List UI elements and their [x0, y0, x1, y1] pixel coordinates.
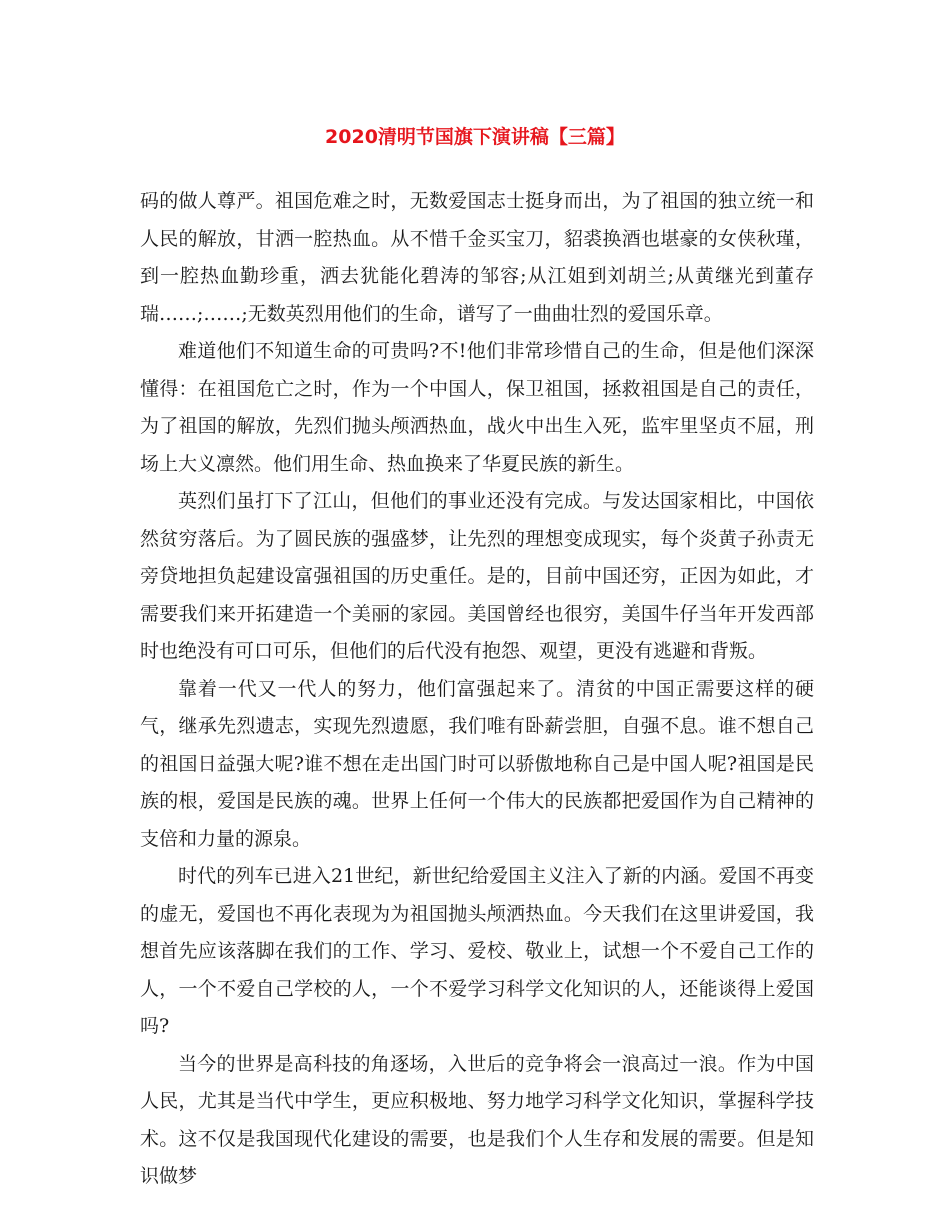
paragraph-4: 靠着一代又一代人的努力，他们富强起来了。清贫的中国正需要这样的硬气，继承先烈遗志，实现先烈遗愿，我们唯有卧薪尝胆，自强不息。谁不想自己的祖国日益强大呢?谁不想在走出国门时可以骄傲地称自己是中国人呢?祖国是民族的根，爱国是民族的魂。世界上任何一个伟大的民族都把爱国作为自己精神的支倍和力量的源泉。	[140, 677, 814, 850]
document-body	[140, 183, 814, 1196]
paragraph-2: 难道他们不知道生命的可贵吗?不!他们非常珍惜自己的生命，但是他们深深懂得：在祖国危亡之时，作为一个中国人，保卫祖国，拯救祖国是自己的责任，为了祖国的解放，先烈们抛头颅洒热血，战火中出生入死，监牢里坚贞不屈，刑场上大义凛然。他们用生命、热血换来了华夏民族的新生。	[140, 340, 814, 475]
paragraph-1: 码的做人尊严。祖国危难之时，无数爱国志士挺身而出，为了祖国的独立统一和人民的解放，甘洒一腔热血。从不惜千金买宝刀，貂裘换酒也堪豪的女侠秋瑾，到一腔热血勤珍重，洒去犹能化碧涛的邹容;从江姐到刘胡兰;从黄继光到董存瑞……;……;无数英烈用他们的生命，谱写了一曲曲壮烈的爱国乐章。	[140, 190, 814, 325]
paragraph-5: 时代的列车已进入21世纪，新世纪给爱国主义注入了新的内涵。爱国不再变的虚无，爱国也不再化表现为为祖国抛头颅洒热血。今天我们在这里讲爱国，我想首先应该落脚在我们的工作、学习、爱校、敬业上，试想一个不爱自己工作的人，一个不爱自己学校的人，一个不爱学习科学文化知识的人，还能谈得上爱国吗?	[140, 865, 814, 1037]
paragraph-3: 英烈们虽打下了江山，但他们的事业还没有完成。与发达国家相比，中国依然贫穷落后。为了圆民族的强盛梦，让先烈的理想变成现实，每个炎黄子孙责无旁贷地担负起建设富强祖国的历史重任。是的，目前中国还穷，正因为如此，才需要我们来开拓建造一个美丽的家园。美国曾经也很穷，美国牛仔当年开发西部时也绝没有可口可乐，但他们的后代没有抱怨、观望，更没有逃避和背叛。	[140, 490, 814, 662]
document-title: 2020清明节国旗下演讲稿【三篇】	[325, 126, 625, 148]
paragraph-6: 当今的世界是高科技的角逐场，入世后的竞争将会一浪高过一浪。作为中国人民，尤其是当代中学生，更应积极地、努力地学习科学文化知识，掌握科学技术。这不仅是我国现代化建设的需要，也是我们个人生存和发展的需要。但是知识做梦	[140, 1052, 814, 1187]
